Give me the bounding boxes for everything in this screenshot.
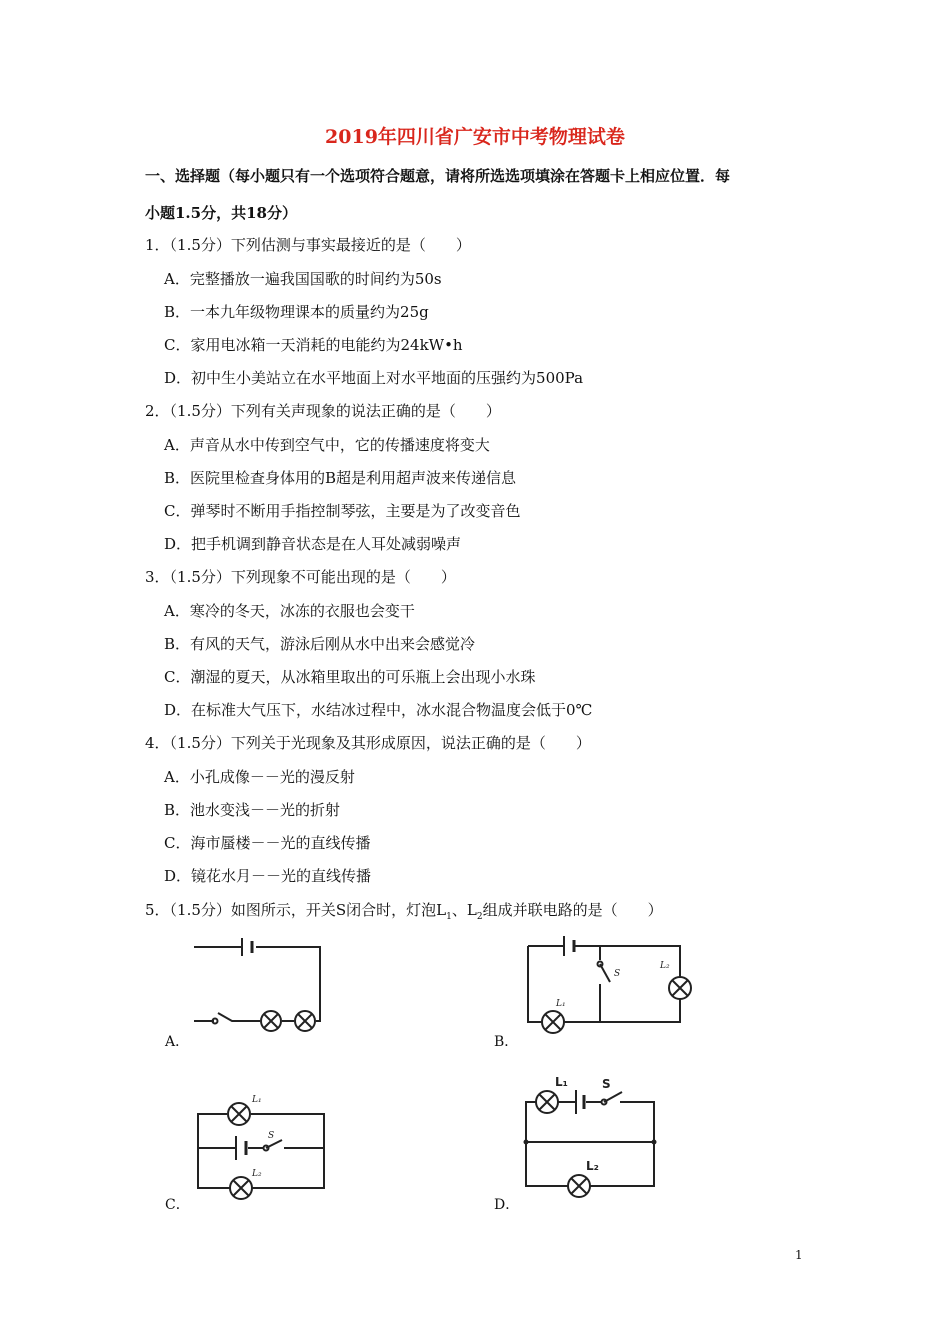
circuit-diagram-a [190,935,330,1035]
circuit-b-switch-label: S [614,969,621,979]
question-4-option-d: D．镜花水月－－光的直线传播 [164,867,372,885]
question-3-option-b: B．有风的天气，游泳后刚从水中出来会感觉冷 [164,635,476,653]
question-5-stem-suffix: 组成并联电路的是（ ） [482,901,663,919]
circuit-a-bulb-2 [295,1011,315,1031]
question-2-option-c: C．弹琴时不断用手指控制琴弦，主要是为了改变音色 [164,502,521,520]
question-2-stem: 2．（1.5分）下列有关声现象的说法正确的是（ ） [145,402,501,420]
circuit-a-wires [194,947,320,1021]
circuit-diagram-c [190,1090,330,1200]
question-5-stem [145,899,663,922]
circuit-b-l1-label: L₁ [556,999,566,1009]
question-3-option-a: A．寒冷的冬天，冰冻的衣服也会变干 [164,602,415,620]
circuit-c-l2-label: L₂ [252,1169,262,1179]
option-c-label: C． [165,1197,190,1213]
question-4-option-b: B．池水变浅－－光的折射 [164,801,341,819]
question-3-option-c: C．潮湿的夏天，从冰箱里取出的可乐瓶上会出现小水珠 [164,668,536,686]
circuit-diagram-b [520,932,700,1032]
question-4-option-c: C．海市蜃楼－－光的直线传播 [164,834,371,852]
option-d-label: D． [494,1197,520,1213]
circuit-c-bulb-l1 [228,1103,250,1125]
option-b-label: B． [494,1034,519,1050]
circuit-c-bulb-l2 [230,1177,252,1199]
question-5-sub-1: 1 [446,912,452,922]
circuit-d-bulb-l2 [568,1175,590,1197]
question-1-option-d: D．初中生小美站立在水平地面上对水平地面的压强约为500Pa [164,369,584,387]
circuit-d-junction-left [524,1140,529,1145]
circuit-c-switch-label: S [268,1131,275,1141]
question-2-option-a: A．声音从水中传到空气中，它的传播速度将变大 [164,436,490,454]
option-a-label: A． [165,1034,190,1050]
question-2-option-d: D．把手机调到静音状态是在人耳处减弱噪声 [164,535,462,553]
circuit-b-l2-label: L₂ [660,961,670,971]
circuit-d-bulb-l1 [536,1091,558,1113]
circuit-diagram-d [520,1070,660,1200]
question-5-sub-2: 2 [476,912,483,922]
question-5-stem-prefix: 5．（1.5分）如图所示，开关S闭合时，灯泡L [145,901,447,919]
question-4-option-a: A．小孔成像－－光的漫反射 [164,768,355,786]
circuit-d-junction-right [652,1140,657,1145]
circuit-a-switch-pivot [213,1019,218,1024]
question-5-stem-mid: 、L [451,901,477,919]
question-3-stem: 3．（1.5分）下列现象不可能出现的是（ ） [145,568,456,586]
question-1-option-b: B．一本九年级物理课本的质量约为25g [164,303,429,321]
circuit-d-wires [526,1102,654,1186]
circuit-c-l1-label: L₁ [252,1095,262,1105]
circuit-d-l1-label: L₁ [555,1075,568,1089]
question-1-option-a: A．完整播放一遍我国国歌的时间约为50s [164,270,442,288]
circuit-d-l2-label: L₂ [586,1159,599,1173]
section-heading-line-1: 一、选择题（每小题只有一个选项符合题意，请将所选选项填涂在答题卡上相应位置．每 [145,167,731,185]
circuit-b-bulb-l2 [669,977,691,999]
section-heading-line-2: 小题1.5分，共18分） [145,204,297,222]
question-4-stem: 4．（1.5分）下列关于光现象及其形成原因，说法正确的是（ ） [145,734,591,752]
page-number: 1 [795,1248,803,1262]
circuit-b-bulb-l1 [542,1011,564,1033]
page-title: 2019年四川省广安市中考物理试卷 [325,126,625,148]
circuit-a-bulb-1 [261,1011,281,1031]
question-2-option-b: B．医院里检查身体用的B超是利用超声波来传递信息 [164,469,517,487]
circuit-d-switch-label: S [602,1077,611,1091]
question-1-stem: 1．（1.5分）下列估测与事实最接近的是（ ） [145,236,471,254]
question-1-option-c: C．家用电冰箱一天消耗的电能约为24kW•h [164,336,463,354]
question-3-option-d: D．在标准大气压下，水结冰过程中，冰水混合物温度会低于0℃ [164,701,593,719]
